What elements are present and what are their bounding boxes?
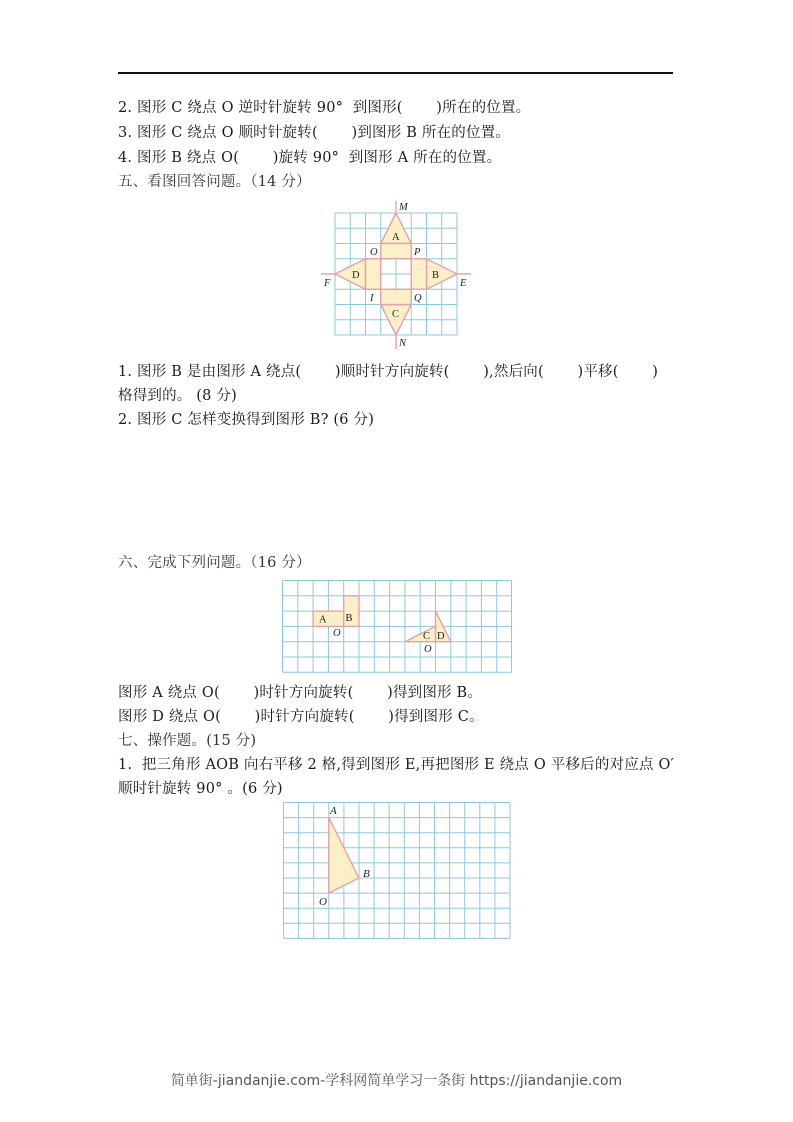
question-4-3: 3. 图形 C 绕点 O 顺时针旋转( )到图形 B 所在的位置。 [118, 125, 511, 141]
label-o: O [370, 247, 378, 258]
label-a: A [319, 614, 327, 626]
question-4-2: 2. 图形 C 绕点 O 逆时针旋转 90° 到图形( )所在的位置。 [118, 100, 531, 116]
label-b: B [345, 613, 353, 624]
label-o2: O [424, 644, 432, 655]
section7-q1-line2: 顺时针旋转 90° 。(6 分) [118, 781, 283, 797]
section-5-title: 五、看图回答问题。（14 分） [118, 174, 311, 190]
section5-q1-line1: 1. 图形 B 是由图形 A 绕点( )顺时针方向旋转( ),然后向( )平移( ) [118, 364, 659, 380]
section-6-title: 六、完成下列问题。（16 分） [118, 555, 311, 571]
label-b: B [363, 868, 370, 880]
label-q: Q [414, 293, 422, 304]
section7-q1-line1: 1. 把三角形 AOB 向右平移 2 格,得到图形 E,再把图形 E 绕点 O 平移后的对应点 O′ [118, 757, 675, 773]
section6-q1: 图形 A 绕点 O( )时针方向旋转( )得到图形 B。 [118, 685, 483, 701]
label-a: A [392, 232, 400, 243]
section6-q2: 图形 D 绕点 O( )时针方向旋转( )得到图形 C。 [118, 709, 484, 725]
label-c: C [423, 631, 431, 642]
section-7-title: 七、操作题。(15 分) [118, 733, 257, 749]
section5-q2: 2. 图形 C 怎样变换得到图形 B? (6 分) [118, 412, 375, 428]
label-f: F [324, 278, 331, 289]
shape-a [313, 611, 344, 626]
strip-right [411, 259, 426, 290]
label-p: P [414, 247, 421, 258]
label-a: A [330, 805, 337, 817]
label-m: M [399, 202, 408, 213]
section7-figure [283, 802, 515, 942]
section5-figure [315, 198, 485, 350]
strip-left [366, 259, 381, 290]
strip-top [381, 244, 412, 259]
footer-watermark: 简单街-jiandanjie.com-学科网简单学习一条街 https://jiandanjie.com [170, 1073, 623, 1089]
label-i: I [370, 293, 374, 304]
section6-figure [282, 580, 514, 675]
label-o: O [319, 896, 327, 908]
header-rule [118, 72, 673, 74]
strip-bottom [381, 289, 412, 304]
label-b: B [432, 270, 440, 281]
label-e: E [460, 278, 467, 289]
section5-q1-line2: 格得到的。 (8 分) [118, 388, 237, 404]
label-c: C [392, 309, 400, 320]
grid [284, 803, 511, 939]
label-d: D [437, 631, 445, 642]
label-o1: O [333, 628, 341, 639]
question-4-4: 4. 图形 B 绕点 O( )旋转 90° 到图形 A 所在的位置。 [118, 150, 502, 166]
label-n: N [399, 338, 407, 349]
label-d: D [352, 270, 360, 281]
